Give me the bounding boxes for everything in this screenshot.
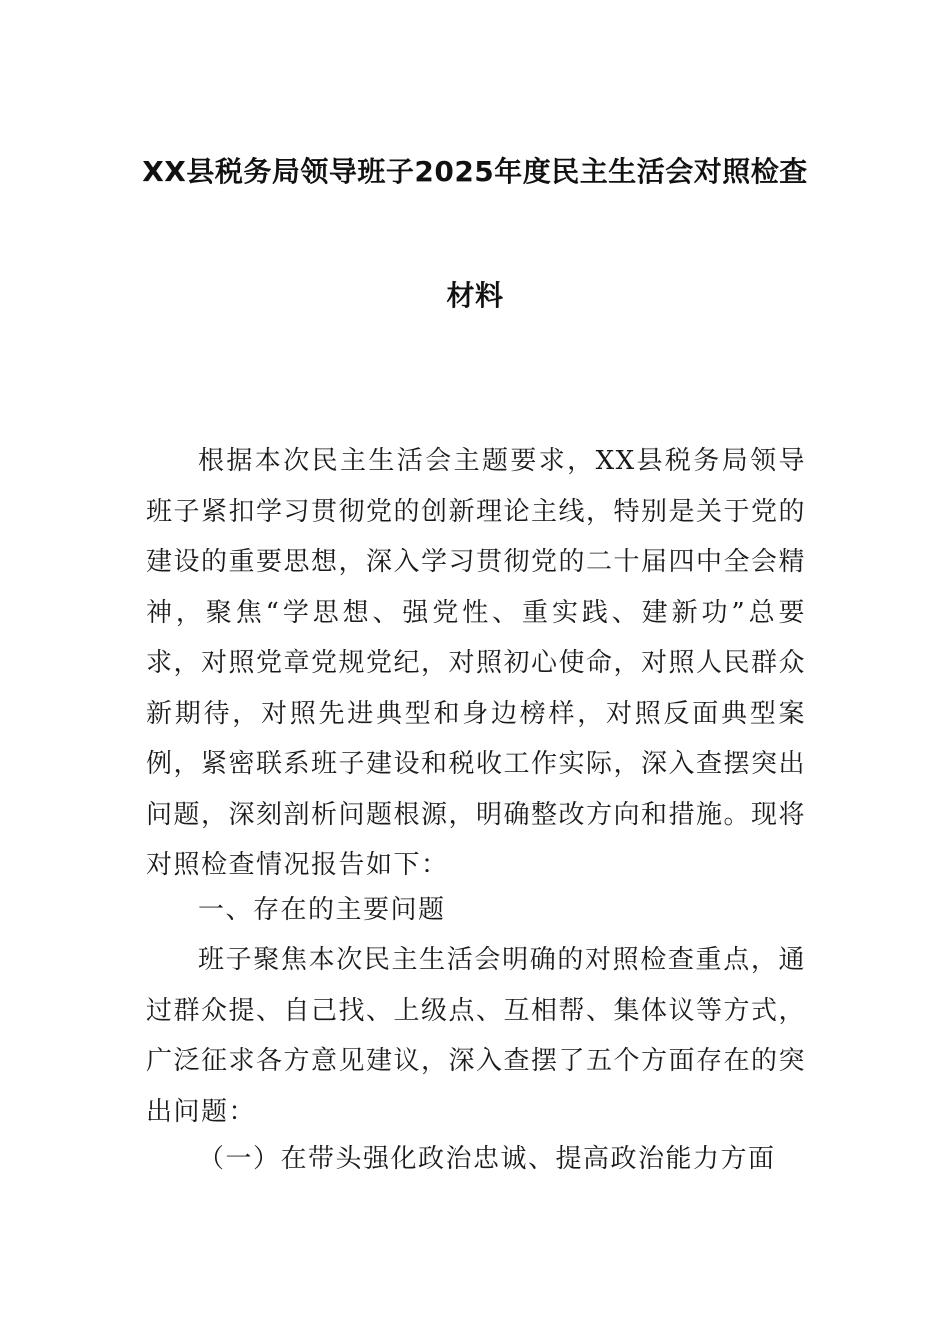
- document-title-line-1: XX县税务局领导班子2025年度民主生活会对照检查: [142, 155, 808, 188]
- document-title-line-2: 材料: [446, 279, 504, 312]
- subsection-heading-political-loyalty: （一）在带头强化政治忠诚、提高政治能力方面: [198, 1144, 776, 1174]
- section-heading-main-problems: 一、存在的主要问题: [198, 895, 446, 925]
- section-paragraph: 班子聚焦本次民主生活会明确的对照检查重点，通过群众提、自己找、上级点、互相帮、集体议等方式，广泛征求各方意见建议，深入查摆了五个方面存在的突出问题：: [146, 945, 807, 1127]
- intro-paragraph: 根据本次民主生活会主题要求，XX县税务局领导班子紧扣学习贯彻党的创新理论主线，特别是关于党的建设的重要思想，深入学习贯彻党的二十届四中全会精神，聚焦“学思想、强党性、重实践、建新功”总要求，对照党章党规党纪，对照初心使命，对照人民群众新期待，对照先进典型和身边榜样，对照反面典型案例，紧密联系班子建设和税收工作实际，深入查摆突出问题，深刻剖析问题根源，明确整改方向和措施。现将对照检查情况报告如下：: [146, 446, 807, 880]
